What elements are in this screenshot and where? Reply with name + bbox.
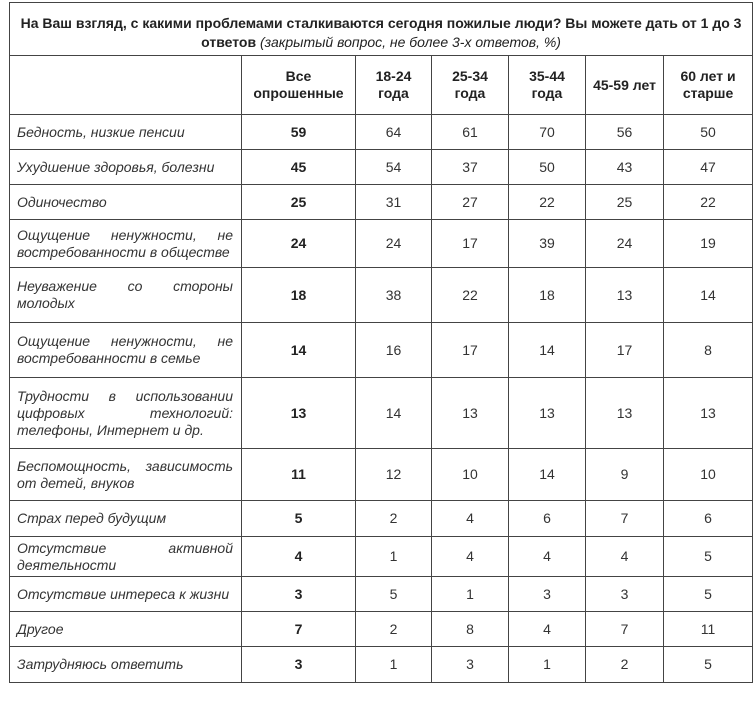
row-label: Отсутствие интереса к жизни	[10, 577, 242, 612]
row-label: Отсутствие активной деятельности	[10, 537, 242, 577]
value-cell: 24	[356, 220, 432, 268]
value-cell: 7	[586, 612, 664, 647]
value-cell: 1	[356, 537, 432, 577]
value-cell: 4	[432, 501, 509, 537]
value-cell: 19	[664, 220, 753, 268]
value-all-respondents: 59	[242, 115, 356, 150]
value-cell: 3	[509, 577, 586, 612]
table-row	[10, 537, 753, 577]
value-cell: 5	[664, 577, 753, 612]
value-cell: 8	[432, 612, 509, 647]
table-row	[10, 115, 753, 150]
value-cell: 50	[509, 150, 586, 185]
row-label: Бедность, низкие пенсии	[10, 115, 242, 150]
value-cell: 17	[432, 323, 509, 378]
survey-table	[9, 2, 753, 683]
row-label: Беспомощность, зависимость от детей, внуков	[10, 449, 242, 501]
value-all-respondents: 5	[242, 501, 356, 537]
table-row	[10, 612, 753, 647]
header-age-35-44: 35-44 года	[509, 56, 586, 115]
value-cell: 22	[664, 185, 753, 220]
table-row	[10, 268, 753, 323]
value-cell: 2	[356, 612, 432, 647]
header-age-18-24: 18-24 года	[356, 56, 432, 115]
value-cell: 37	[432, 150, 509, 185]
value-cell: 10	[432, 449, 509, 501]
value-cell: 14	[356, 378, 432, 449]
value-cell: 9	[586, 449, 664, 501]
value-all-respondents: 13	[242, 378, 356, 449]
value-all-respondents: 24	[242, 220, 356, 268]
value-cell: 39	[509, 220, 586, 268]
value-cell: 17	[586, 323, 664, 378]
value-all-respondents: 3	[242, 647, 356, 683]
value-cell: 5	[664, 647, 753, 683]
table-row	[10, 185, 753, 220]
value-cell: 2	[356, 501, 432, 537]
row-label: Затрудняюсь ответить	[10, 647, 242, 683]
header-age-25-34: 25-34 года	[432, 56, 509, 115]
value-all-respondents: 18	[242, 268, 356, 323]
value-cell: 5	[356, 577, 432, 612]
value-cell: 13	[432, 378, 509, 449]
value-cell: 13	[586, 268, 664, 323]
value-cell: 7	[586, 501, 664, 537]
value-cell: 4	[509, 537, 586, 577]
value-cell: 27	[432, 185, 509, 220]
value-cell: 70	[509, 115, 586, 150]
value-all-respondents: 45	[242, 150, 356, 185]
value-cell: 25	[586, 185, 664, 220]
row-label: Другое	[10, 612, 242, 647]
row-label: Ухудшение здоровья, болезни	[10, 150, 242, 185]
row-label: Одиночество	[10, 185, 242, 220]
table-row	[10, 323, 753, 378]
row-label: Трудности в использовании цифровых технологий: телефоны, Интернет и др.	[10, 378, 242, 449]
value-cell: 50	[664, 115, 753, 150]
value-all-respondents: 11	[242, 449, 356, 501]
value-cell: 2	[586, 647, 664, 683]
value-cell: 4	[586, 537, 664, 577]
value-cell: 12	[356, 449, 432, 501]
table-row	[10, 378, 753, 449]
table-row	[10, 647, 753, 683]
value-cell: 6	[664, 501, 753, 537]
value-cell: 14	[509, 449, 586, 501]
table-row	[10, 220, 753, 268]
table-row	[10, 150, 753, 185]
row-label: Ощущение ненужности, не востребованности в обществе	[10, 220, 242, 268]
value-cell: 5	[664, 537, 753, 577]
value-all-respondents: 7	[242, 612, 356, 647]
question-note: (закрытый вопрос, не более 3-х ответов, %)	[259, 34, 561, 50]
value-all-respondents: 3	[242, 577, 356, 612]
header-age-60-plus: 60 лет и старше	[664, 56, 753, 115]
value-cell: 14	[509, 323, 586, 378]
table-row	[10, 449, 753, 501]
value-cell: 1	[509, 647, 586, 683]
value-cell: 56	[586, 115, 664, 150]
title-row	[10, 3, 753, 56]
value-cell: 6	[509, 501, 586, 537]
table-title	[10, 3, 753, 56]
value-cell: 13	[509, 378, 586, 449]
value-cell: 18	[509, 268, 586, 323]
header-age-45-59: 45-59 лет	[586, 56, 664, 115]
value-cell: 64	[356, 115, 432, 150]
value-all-respondents: 4	[242, 537, 356, 577]
value-cell: 8	[664, 323, 753, 378]
value-cell: 4	[432, 537, 509, 577]
value-cell: 17	[432, 220, 509, 268]
value-cell: 4	[509, 612, 586, 647]
row-label: Ощущение ненужности, не востребованности в семье	[10, 323, 242, 378]
value-all-respondents: 14	[242, 323, 356, 378]
value-cell: 3	[432, 647, 509, 683]
value-cell: 54	[356, 150, 432, 185]
value-cell: 13	[586, 378, 664, 449]
value-cell: 1	[432, 577, 509, 612]
value-all-respondents: 25	[242, 185, 356, 220]
value-cell: 1	[356, 647, 432, 683]
value-cell: 16	[356, 323, 432, 378]
header-all-respondents: Все опрошенные	[242, 56, 356, 115]
value-cell: 31	[356, 185, 432, 220]
value-cell: 22	[432, 268, 509, 323]
table-row	[10, 501, 753, 537]
value-cell: 3	[586, 577, 664, 612]
row-label: Страх перед будущим	[10, 501, 242, 537]
value-cell: 10	[664, 449, 753, 501]
value-cell: 24	[586, 220, 664, 268]
value-cell: 43	[586, 150, 664, 185]
value-cell: 47	[664, 150, 753, 185]
question-text: На Ваш взгляд, с какими проблемами сталкиваются сегодня пожилые люди? Вы можете дать от 1 до 3 ответов	[20, 15, 742, 50]
header-row	[10, 56, 753, 115]
value-cell: 11	[664, 612, 753, 647]
value-cell: 14	[664, 268, 753, 323]
value-cell: 61	[432, 115, 509, 150]
value-cell: 38	[356, 268, 432, 323]
table-row	[10, 577, 753, 612]
header-blank-cell	[10, 56, 242, 115]
value-cell: 13	[664, 378, 753, 449]
value-cell: 22	[509, 185, 586, 220]
row-label: Неуважение со стороны молодых	[10, 268, 242, 323]
